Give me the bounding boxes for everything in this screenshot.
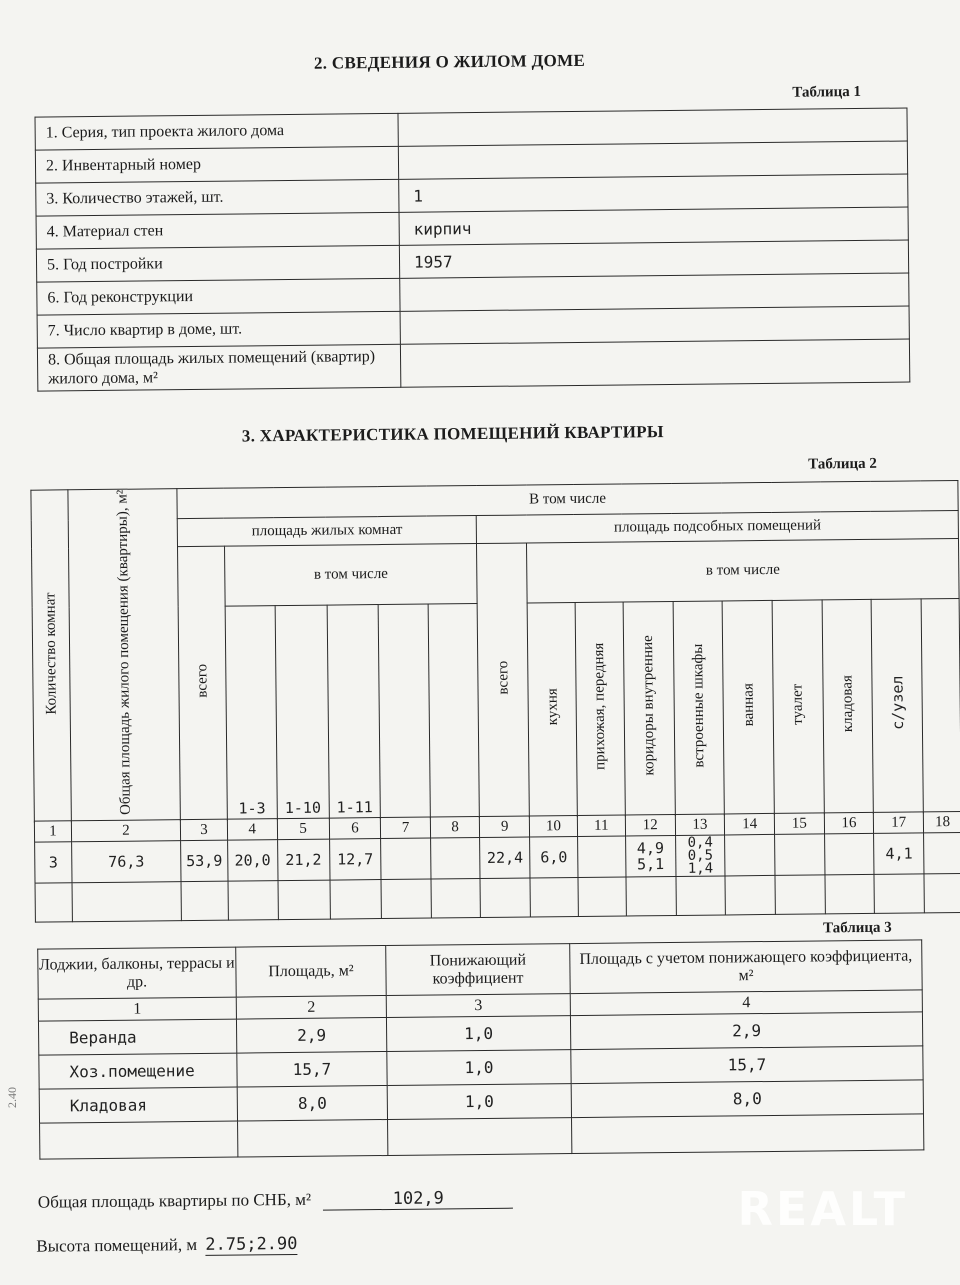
col-number: 14 bbox=[725, 814, 775, 836]
realt-watermark: REALT bbox=[737, 1182, 908, 1236]
total-area-line bbox=[38, 1188, 514, 1214]
cell-room-3: 12,7 bbox=[329, 839, 381, 881]
header-aux-total: всего bbox=[477, 543, 530, 817]
cell-aux-total: 22,4 bbox=[480, 837, 530, 879]
cell-room-2: 21,2 bbox=[277, 839, 329, 881]
header-bath: ванная bbox=[723, 600, 775, 814]
cell-total-area: 76,3 bbox=[72, 841, 181, 883]
col-number: 3 bbox=[386, 994, 570, 1018]
col-number: 13 bbox=[675, 814, 725, 836]
col-number: 11 bbox=[577, 815, 625, 837]
col-number: 9 bbox=[480, 816, 530, 838]
row-label: 5. Год постройки bbox=[36, 245, 399, 282]
table-header-row bbox=[38, 940, 922, 999]
row-label: 4. Материал стен bbox=[36, 212, 399, 249]
row-value bbox=[400, 306, 909, 344]
header-room-3: 1-11 bbox=[327, 604, 381, 818]
col-number: 3 bbox=[180, 819, 227, 840]
cell-area: 15,7 bbox=[237, 1051, 387, 1087]
col-number: 10 bbox=[530, 816, 578, 837]
header-living-area: площадь жилых комнат bbox=[177, 516, 477, 547]
cell-corridor-value: 5,1 bbox=[636, 855, 665, 874]
cell-closets bbox=[675, 835, 725, 877]
cell-empty bbox=[578, 836, 626, 877]
cell-coef: 1,0 bbox=[387, 1084, 571, 1120]
header-adjusted: Площадь с учетом понижающего коэффициента, м² bbox=[570, 940, 923, 994]
row-value bbox=[398, 108, 907, 146]
header-corridors: коридоры внутренние bbox=[623, 601, 675, 815]
cell-empty bbox=[430, 838, 480, 880]
row-label: 8. Общая площадь жилых помещений (квартир) жилого дома, м² bbox=[37, 344, 400, 391]
cell-adjusted: 2,9 bbox=[570, 1012, 922, 1050]
header-living-total: всего bbox=[178, 546, 228, 820]
cell-closet-value: 1,4 bbox=[687, 860, 714, 877]
col-number: 1 bbox=[38, 997, 236, 1021]
header-aux-area: площадь подсобных помещений bbox=[477, 510, 959, 543]
cell-area: 2,9 bbox=[236, 1018, 386, 1054]
row-value: 1957 bbox=[399, 240, 908, 278]
cell-empty bbox=[924, 833, 960, 874]
header-coef: Понижающий коэффициент bbox=[386, 944, 571, 996]
header-room-1: 1-3 bbox=[225, 605, 277, 819]
cell-name: Веранда bbox=[38, 1019, 236, 1055]
col-number: 2 bbox=[236, 996, 386, 1020]
header-wc: с/узел bbox=[871, 599, 923, 813]
cell-closet-value: 0,5 bbox=[687, 847, 714, 864]
header-including: В том числе bbox=[177, 480, 958, 518]
row-value bbox=[398, 141, 907, 179]
col-number: 12 bbox=[625, 815, 675, 837]
header-storage: кладовая bbox=[822, 599, 874, 813]
cell-adjusted: 15,7 bbox=[571, 1046, 923, 1084]
row-label: 2. Инвентарный номер bbox=[35, 146, 398, 183]
row-label: 3. Количество этажей, шт. bbox=[36, 179, 399, 216]
cell-empty bbox=[775, 834, 825, 876]
cell-empty bbox=[824, 834, 874, 876]
table-row-empty bbox=[35, 874, 960, 923]
table2-label: Таблица 2 bbox=[808, 455, 877, 473]
house-info-table bbox=[34, 107, 910, 391]
header-aux-in-that: в том числе bbox=[527, 538, 959, 602]
header-kitchen: кухня bbox=[527, 602, 577, 816]
row-label: 6. Год реконструкции bbox=[37, 278, 400, 315]
col-number: 2 bbox=[71, 820, 180, 842]
cell-wc: 4,1 bbox=[874, 833, 924, 875]
col-number: 5 bbox=[277, 818, 329, 840]
cell-coef: 1,0 bbox=[387, 1050, 571, 1086]
table1-label: Таблица 1 bbox=[792, 83, 862, 101]
cell-corridor-value: 4,9 bbox=[636, 839, 665, 858]
col-number: 18 bbox=[924, 812, 960, 833]
header-name: Лоджии, балконы, террасы и др. bbox=[38, 947, 237, 999]
header-area: Площадь, м² bbox=[236, 946, 387, 998]
header-toilet: туалет bbox=[772, 600, 824, 814]
col-number: 4 bbox=[570, 990, 922, 1016]
cell-closet-value: 0,4 bbox=[687, 834, 713, 851]
header-room-5 bbox=[428, 603, 480, 817]
cell-empty bbox=[381, 838, 431, 880]
col-number: 16 bbox=[824, 813, 874, 835]
row-value: 1 bbox=[399, 174, 908, 212]
col-number: 1 bbox=[34, 821, 71, 842]
cell-coef: 1,0 bbox=[386, 1016, 570, 1052]
row-value bbox=[400, 273, 909, 311]
header-room-2: 1-10 bbox=[275, 605, 329, 819]
col-number: 17 bbox=[874, 812, 924, 834]
cell-name: Хоз.помещение bbox=[39, 1053, 237, 1089]
header-living-in-that: в том числе bbox=[224, 544, 477, 606]
header-hall: прихожая, передняя bbox=[575, 602, 625, 816]
section2-title: 2. СВЕДЕНИЯ О ЖИЛОМ ДОМЕ bbox=[313, 50, 586, 73]
header-room-4 bbox=[378, 604, 430, 818]
total-area-value: 102,9 bbox=[323, 1188, 513, 1211]
rooms-table bbox=[30, 480, 960, 923]
room-height-value: 2.75;2.90 bbox=[205, 1233, 298, 1255]
col-number: 7 bbox=[381, 817, 431, 839]
row-label: 7. Число квартир в доме, шт. bbox=[37, 311, 400, 348]
col-number: 6 bbox=[329, 818, 381, 840]
col-number: 8 bbox=[430, 817, 480, 839]
cell-kitchen: 6,0 bbox=[530, 837, 578, 878]
header-rooms-count: Количество комнат bbox=[31, 490, 71, 822]
cell-rooms: 3 bbox=[35, 842, 72, 883]
row-value: кирпич bbox=[399, 207, 908, 245]
room-height-label: Высота помещений, м bbox=[36, 1234, 198, 1256]
table-row bbox=[37, 339, 909, 391]
room-height-line bbox=[36, 1234, 297, 1258]
row-label: 1. Серия, тип проекта жилого дома bbox=[35, 113, 398, 150]
cell-adjusted: 8,0 bbox=[571, 1080, 923, 1118]
cell-area: 8,0 bbox=[237, 1085, 387, 1121]
col-number: 15 bbox=[774, 813, 824, 835]
section3-title: 3. ХАРАКТЕРИСТИКА ПОМЕЩЕНИЙ КВАРТИРЫ bbox=[241, 422, 664, 446]
margin-note: 2.40 bbox=[5, 1087, 19, 1108]
cell-corridors bbox=[625, 836, 675, 878]
col-number: 4 bbox=[227, 819, 277, 841]
cell-living-total: 53,9 bbox=[181, 840, 228, 881]
header-closets: встроенные шкафы bbox=[673, 601, 725, 815]
balconies-table bbox=[37, 939, 924, 1159]
cell-empty bbox=[725, 835, 775, 877]
header-total-area: Общая площадь жилого помещения (квартиры), м² bbox=[68, 489, 180, 821]
cell-room-1: 20,0 bbox=[227, 840, 277, 882]
table3-label: Таблица 3 bbox=[822, 919, 892, 937]
row-value bbox=[400, 339, 909, 387]
total-area-label: Общая площадь квартиры по СНБ, м² bbox=[37, 1189, 312, 1212]
cell-name: Кладовая bbox=[39, 1087, 237, 1123]
header-blank bbox=[921, 598, 960, 812]
